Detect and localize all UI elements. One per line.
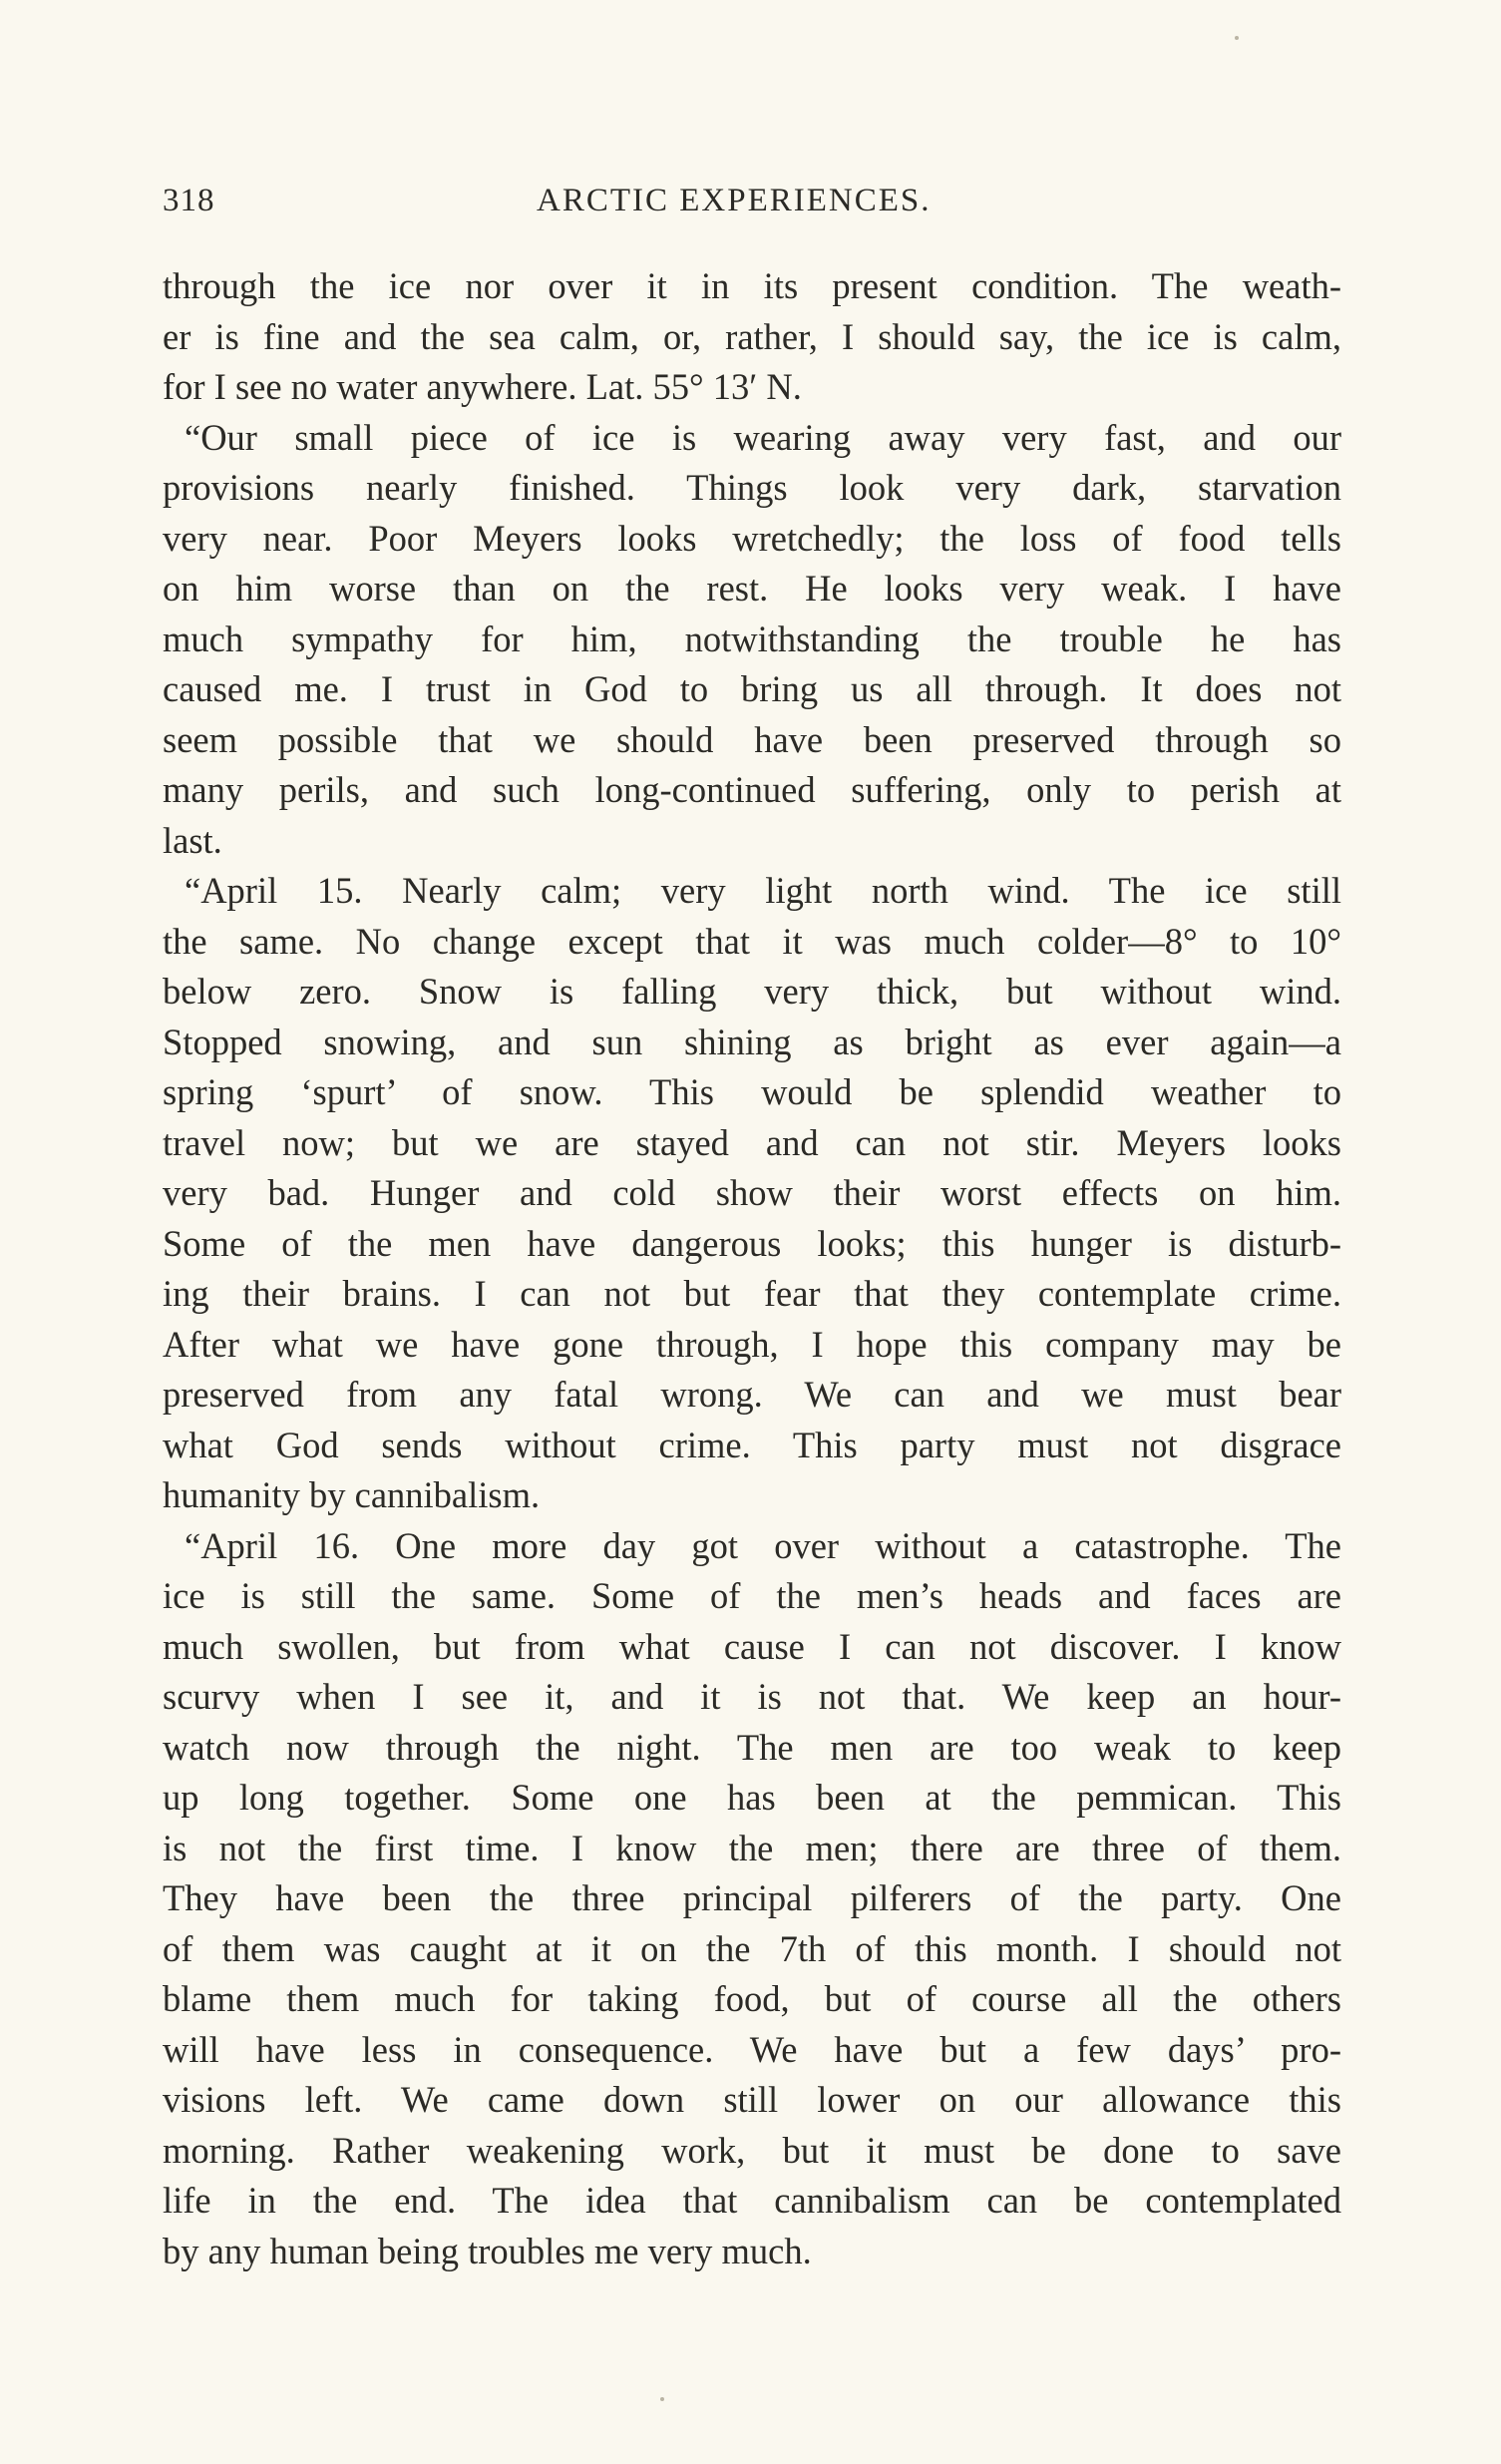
text-line: “April 15. Nearly calm; very light north wind. The ice still: [185, 870, 1341, 911]
text-line: up long together. Some one has been at the pemmican. This: [163, 1777, 1341, 1818]
text-line: is not the first time. I know the men; there are three of them.: [163, 1827, 1341, 1868]
text-line: of them was caught at it on the 7th of this month. I should not: [163, 1927, 1341, 1969]
paper-speck: [660, 2397, 664, 2401]
text-line: on him worse than on the rest. He looks very weak. I have: [163, 568, 1341, 609]
text-line: er is fine and the sea calm, or, rather, I should say, the ice is calm,: [163, 315, 1341, 357]
text-line: humanity by cannibalism.: [163, 1474, 541, 1515]
text-line: by any human being troubles me very much.: [163, 2230, 812, 2271]
text-line: They have been the three principal pilferers of the party. One: [163, 1877, 1341, 1918]
text-line: much swollen, but from what cause I can not discover. I know: [163, 1625, 1341, 1667]
text-line: provisions nearly finished. Things look very dark, starvation: [163, 467, 1341, 508]
paper-speck: [1235, 36, 1239, 40]
text-line: life in the end. The idea that cannibalism can be contemplated: [163, 2180, 1341, 2221]
text-line: Stopped snowing, and sun shining as bright as ever again—a: [163, 1021, 1341, 1062]
text-line: ing their brains. I can not but fear that they contemplate crime.: [163, 1273, 1341, 1314]
text-line: Some of the men have dangerous looks; this hunger is disturb-: [163, 1222, 1341, 1264]
running-title: ARCTIC EXPERIENCES.: [537, 183, 932, 218]
text-line: blame them much for taking food, but of course all the others: [163, 1978, 1341, 2019]
text-line: caused me. I trust in God to bring us all through. It does not: [163, 668, 1341, 709]
text-line: “April 16. One more day got over without a catastrophe. The: [185, 1524, 1341, 1566]
text-line: watch now through the night. The men are too weak to keep: [163, 1726, 1341, 1768]
text-line: will have less in consequence. We have but a few days’ pro-: [163, 2028, 1341, 2070]
running-head: [163, 183, 1341, 234]
text-line: very bad. Hunger and cold show their worst effects on him.: [163, 1172, 1341, 1213]
text-line: travel now; but we are stayed and can not stir. Meyers looks: [163, 1121, 1341, 1163]
page-number: 318: [163, 183, 215, 218]
text-line: “Our small piece of ice is wearing away very fast, and our: [185, 416, 1341, 458]
text-line: much sympathy for him, notwithstanding the trouble he has: [163, 617, 1341, 659]
text-line: what God sends without crime. This party must not disgrace: [163, 1424, 1341, 1465]
text-line: through the ice nor over it in its present condition. The weath-: [163, 265, 1341, 306]
text-line: for I see no water anywhere. Lat. 55° 13′ N.: [163, 366, 802, 407]
text-line: preserved from any fatal wrong. We can and we must bear: [163, 1374, 1341, 1415]
text-line: visions left. We came down still lower on our allowance this: [163, 2079, 1341, 2120]
text-line: seem possible that we should have been preserved through so: [163, 718, 1341, 760]
text-line: last.: [163, 819, 222, 861]
text-line: below zero. Snow is falling very thick, but without wind.: [163, 971, 1341, 1012]
text-line: the same. No change except that it was much colder—8° to 10°: [163, 920, 1341, 962]
text-line: ice is still the same. Some of the men’s heads and faces are: [163, 1575, 1341, 1616]
text-line: scurvy when I see it, and it is not that. We keep an hour-: [163, 1676, 1341, 1717]
text-line: morning. Rather weakening work, but it must be done to save: [163, 2129, 1341, 2171]
text-line: After what we have gone through, I hope this company may be: [163, 1323, 1341, 1365]
text-line: many perils, and such long-continued suffering, only to perish at: [163, 769, 1341, 810]
body-text: [163, 261, 1341, 2276]
text-line: spring ‘spurt’ of snow. This would be splendid weather to: [163, 1071, 1341, 1112]
text-line: very near. Poor Meyers looks wretchedly; the loss of food tells: [163, 517, 1341, 559]
